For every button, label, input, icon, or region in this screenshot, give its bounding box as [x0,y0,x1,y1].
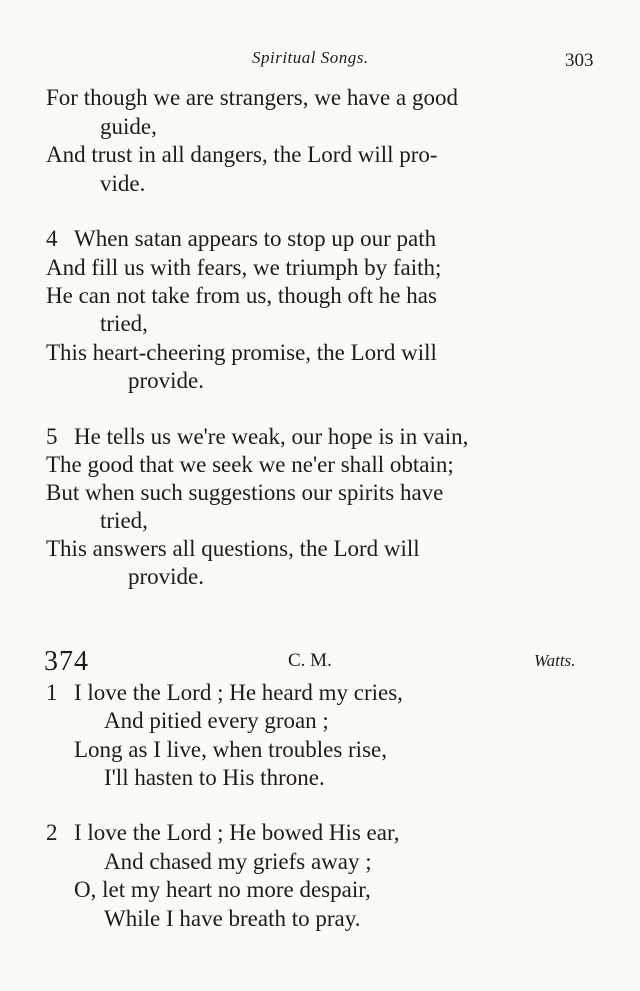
hymn-meter: C. M. [288,650,332,671]
verse-number: 1 [46,680,58,705]
stanza-line: This heart-cheering promise, the Lord will [46,340,437,365]
stanza-line [46,423,468,451]
stanza-line [46,225,436,253]
stanza-line: And pitied every groan ; [104,708,329,733]
stanza-line: I'll hasten to His throne. [104,765,325,790]
stanza-line: And fill us with fears, we triumph by faith; [46,255,442,280]
verse-number: 2 [46,820,58,845]
stanza-line: O, let my heart no more despair, [74,877,371,902]
stanza-line-text: I love the Lord ; He bowed His ear, [74,820,400,845]
stanza-line: While I have breath to pray. [104,906,361,931]
stanza-line-text: I love the Lord ; He heard my cries, [74,680,403,705]
stanza-line: This answers all questions, the Lord will [46,536,420,561]
running-head [0,48,640,72]
stanza-line: provide. [128,368,205,393]
stanza-line: guide, [100,114,157,139]
stanza-line: The good that we seek we ne'er shall obtain; [46,452,454,477]
hymn-author: Watts. [534,651,576,670]
verse-number: 4 [46,226,58,251]
stanza-line [46,679,403,707]
stanza-line: And trust in all dangers, the Lord will pro- [46,142,438,167]
stanza-line: Long as I live, when troubles rise, [74,737,387,762]
stanza-line: tried, [100,508,148,533]
stanza-line: provide. [128,564,205,589]
verse-number: 5 [46,424,58,449]
stanza-line: tried, [100,311,148,336]
hymn-heading [0,646,640,678]
stanza-line [46,819,399,847]
stanza-line-text: He tells us we're weak, our hope is in vain, [74,424,469,449]
running-title: Spiritual Songs. [252,48,369,67]
page-number: 303 [565,50,594,71]
hymn-number: 374 [44,646,89,677]
stanza-line-text: When satan appears to stop up our path [74,226,437,251]
stanza-line: He can not take from us, though oft he has [46,283,437,308]
stanza-line: For though we are strangers, we have a good [46,85,458,110]
stanza-line: vide. [100,171,146,196]
stanza-line: And chased my griefs away ; [104,849,372,874]
stanza-line: But when such suggestions our spirits have [46,480,444,505]
